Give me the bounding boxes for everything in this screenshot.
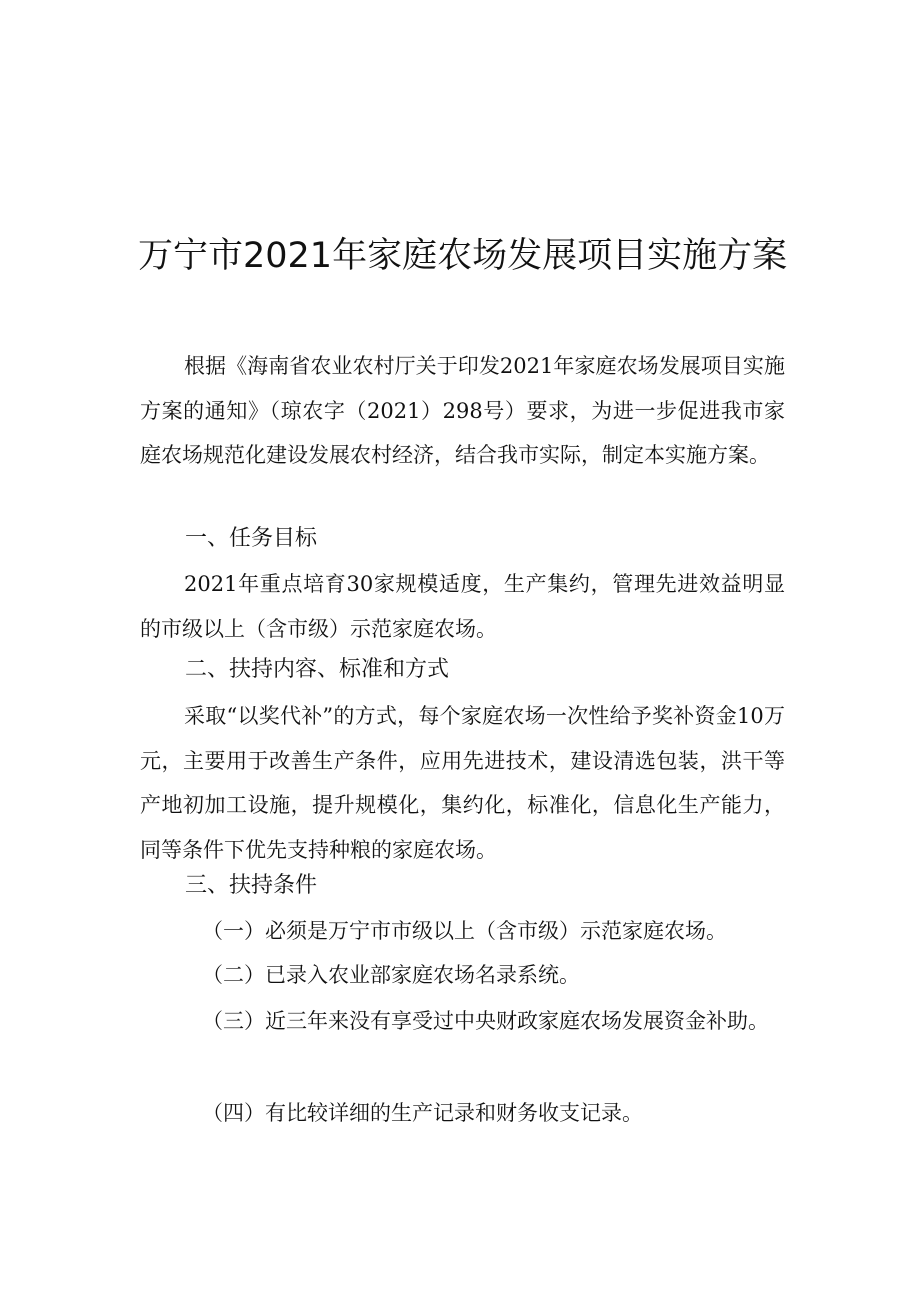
- condition-item-3: （三）近三年来没有享受过中央财政家庭农场发展资金补助。: [202, 1009, 769, 1033]
- condition-item-4: （四）有比较详细的生产记录和财务收支记录。: [202, 1101, 643, 1125]
- section-heading-support-conditions: 三、扶持条件: [185, 873, 318, 898]
- support-content-paragraph: 采取“以奖代补”的方式，每个家庭农场一次性给予奖补资金10万元，主要用于改善生产条件，应用先进技术，建设清选包装，洪干等产地初加工设施，提升规模化，集约化，标准化，信息化生产能力，同等条件下优先支持种粮的家庭农场。: [140, 704, 785, 862]
- intro-paragraph: 根据《海南省农业农村厅关于印发2021年家庭农场发展项目实施方案的通知》（琼农字（2021）298号）要求，为进一步促进我市家庭农场规范化建设发展农村经济，结合我市实际，制定本实施方案。: [140, 354, 785, 467]
- section-heading-support-content: 二、扶持内容、标准和方式: [185, 657, 450, 682]
- task-goal-paragraph: 2021年重点培育30家规模适度，生产集约，管理先进效益明显的市级以上（含市级）示范家庭农场。: [140, 572, 785, 641]
- document-title: 万宁市2021年家庭农场发展项目实施方案: [138, 236, 788, 276]
- condition-item-1: （一）必须是万宁市市级以上（含市级）示范家庭农场。: [202, 919, 727, 943]
- section-heading-task-goal: 一、任务目标: [185, 526, 318, 551]
- condition-item-2: （二）已录入农业部家庭农场名录系统。: [202, 963, 580, 987]
